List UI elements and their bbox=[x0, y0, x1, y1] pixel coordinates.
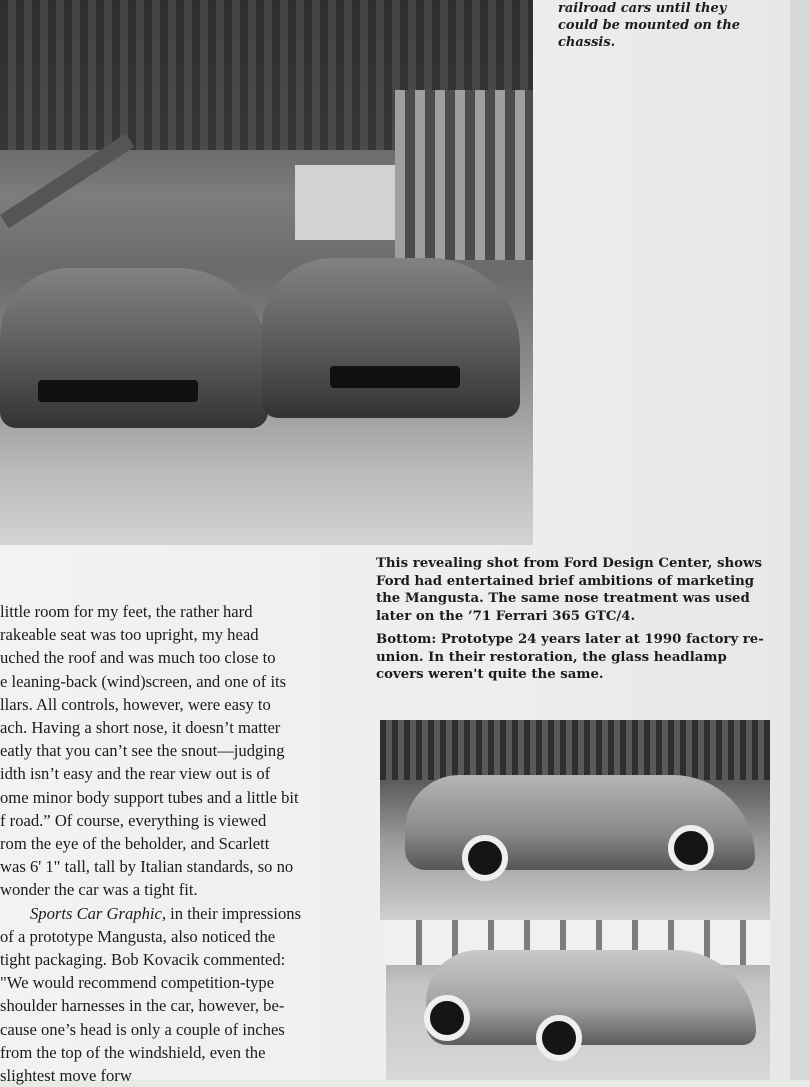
body-line: e leaning-back (wind)screen, and one of its bbox=[0, 671, 287, 691]
caption-para-bottom: Bottom: Prototype 24 years later at 1990 factory re-union. In their restoration, the glass headlamp covers weren't quite the same. bbox=[376, 632, 764, 682]
mangusta-car bbox=[426, 950, 756, 1045]
background-curtain bbox=[380, 720, 770, 780]
body-line bbox=[0, 902, 352, 925]
prototype-photo-reunion bbox=[386, 920, 770, 1080]
body-line: "We would recommend competition-type bbox=[0, 973, 275, 993]
grille-right bbox=[330, 366, 460, 388]
body-line: idth isn’t easy and the rear view out is of bbox=[0, 764, 271, 784]
body-line: ach. Having a short nose, it doesn’t matter bbox=[0, 718, 281, 738]
body-line: rakeable seat was too upright, my head bbox=[0, 625, 259, 645]
body-line: llars. All controls, however, were easy to bbox=[0, 694, 271, 714]
car-right bbox=[262, 258, 520, 418]
body-fragment: in their impressions bbox=[166, 903, 302, 923]
body-line: tight packaging. Bob Kovacik commented: bbox=[0, 950, 286, 970]
wheel-icon bbox=[668, 825, 714, 871]
wheel-icon bbox=[536, 1015, 582, 1061]
page-edge bbox=[790, 0, 810, 1080]
body-line: ome minor body support tubes and a little bit bbox=[0, 787, 299, 807]
photo-caption bbox=[376, 555, 771, 690]
magazine-title: Sports Car Graphic, bbox=[30, 903, 166, 923]
factory-doorway bbox=[295, 165, 395, 240]
caption-para-ford: This revealing shot from Ford Design Center, shows Ford had entertained brief ambitions of marketing the Mangusta. The same nose treatment was used later on the ’71 Ferrari 365 GTC/4. bbox=[376, 556, 762, 624]
body-line: wonder the car was a tight fit. bbox=[0, 880, 198, 900]
top-caption bbox=[558, 0, 778, 51]
body-line: f road.” Of course, everything is viewed bbox=[0, 810, 267, 830]
body-line: cause one’s head is only a couple of inches bbox=[0, 1019, 285, 1039]
body-line: rom the eye of the beholder, and Scarlett bbox=[0, 834, 270, 854]
wheel-icon bbox=[462, 835, 508, 881]
factory-windows bbox=[395, 90, 533, 260]
body-line: was 6' 1" tall, tall by Italian standards, so no bbox=[0, 857, 294, 877]
body-line: of a prototype Mangusta, also noticed the bbox=[0, 926, 276, 946]
body-line: little room for my feet, the rather hard bbox=[0, 602, 253, 621]
caption-line: railroad cars until they bbox=[558, 1, 727, 16]
car-left bbox=[0, 268, 268, 428]
grille-left bbox=[38, 380, 198, 402]
body-line: from the top of the windshield, even the bbox=[0, 1042, 266, 1062]
body-line: uched the roof and was much too close to bbox=[0, 648, 276, 668]
body-line: shoulder harnesses in the car, however, be- bbox=[0, 996, 285, 1016]
caption-line: chassis. bbox=[558, 35, 616, 50]
wheel-icon bbox=[424, 995, 470, 1041]
body-line: eatly that you can’t see the snout—judging bbox=[0, 741, 285, 761]
prototype-photo-side bbox=[380, 720, 770, 920]
factory-photo bbox=[0, 0, 533, 545]
body-line: slightest move forw bbox=[0, 1066, 132, 1086]
caption-line: could be mounted on the bbox=[558, 18, 741, 33]
article-body bbox=[0, 600, 352, 1087]
